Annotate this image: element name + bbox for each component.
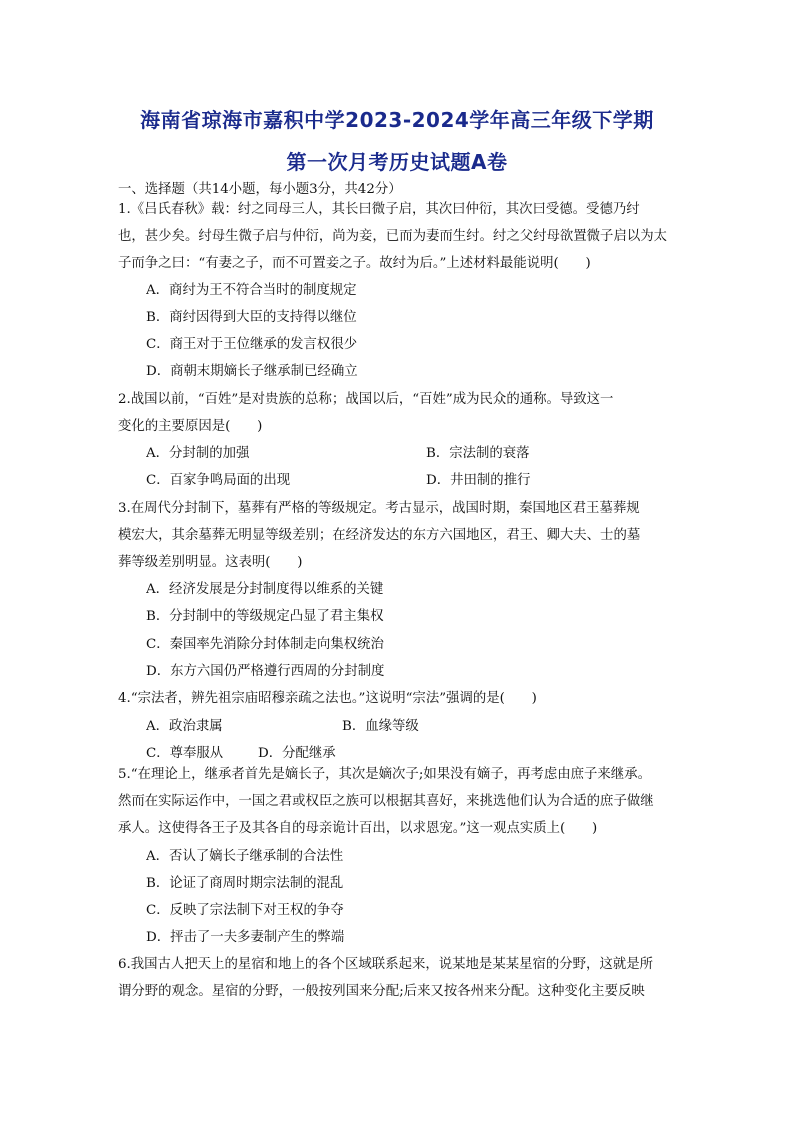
question-6-line-2: 谓分野的观念。星宿的分野，一般按列国来分配;后来又按各州来分配。这种变化主要反映 bbox=[118, 984, 645, 999]
question-5-option-a: A．否认了嫡长子继承制的合法性 bbox=[146, 849, 344, 864]
question-6-line-1: 6.我国古人把天上的星宿和地上的各个区域联系起来，说某地是某某星宿的分野，这就是所 bbox=[118, 957, 654, 972]
question-3-option-b: B．分封制中的等级规定凸显了君主集权 bbox=[146, 609, 384, 624]
question-1-option-a: A．商纣为王不符合当时的制度规定 bbox=[146, 283, 357, 298]
question-3-option-d: D．东方六国仍严格遵行西周的分封制度 bbox=[146, 664, 385, 679]
question-1-option-b: B．商纣因得到大臣的支持得以继位 bbox=[146, 310, 357, 325]
question-5-line-2: 然而在实际运作中，一国之君或权臣之族可以根据其喜好，来挑选他们认为合适的庶子做继 bbox=[118, 794, 654, 809]
question-2-line-2: 变化的主要原因是( ) bbox=[118, 419, 263, 434]
question-3-line-2: 模宏大，其余墓葬无明显等级差别；在经济发达的东方六国地区，君王、卿大夫、士的墓 bbox=[118, 528, 641, 543]
question-3-option-c: C．秦国率先消除分封体制走向集权统治 bbox=[146, 637, 384, 652]
question-3-line-1: 3.在周代分封制下，墓葬有严格的等级规定。考古显示，战国时期，秦国地区君王墓葬规 bbox=[118, 501, 640, 516]
question-5-line-1: 5.“在理论上，继承者首先是嫡长子，其次是嫡次子;如果没有嫡子，再考虑由庶子来继承。 bbox=[118, 767, 651, 782]
question-2-option-c: C．百家争鸣局面的出现 bbox=[146, 473, 291, 488]
question-5-option-b: B．论证了商周时期宗法制的混乱 bbox=[146, 876, 344, 891]
question-4-option-d: D．分配继承 bbox=[258, 746, 336, 761]
question-5-line-3: 承人。这使得各王子及其各自的母亲诡计百出，以求恩宠。”这一观点实质上( ) bbox=[118, 821, 598, 836]
exam-title-line2: 第一次月考历史试题A卷 bbox=[286, 150, 508, 174]
question-3-option-a: A．经济发展是分封制度得以维系的关键 bbox=[146, 582, 384, 597]
section-heading: 一、选择题（共14小题，每小题3分，共42分） bbox=[118, 182, 402, 197]
question-2-option-a: A．分封制的加强 bbox=[146, 446, 250, 461]
question-2-line-1: 2.战国以前，“百姓”是对贵族的总称；战国以后，“百姓”成为民众的通称。导致这一 bbox=[118, 392, 614, 407]
question-1-line-1: 1.《吕氏春秋》载：纣之同母三人，其长曰微子启，其次曰仲衍，其次曰受德。受德乃纣 bbox=[118, 202, 640, 217]
question-1-line-2: 也，甚少矣。纣母生微子启与仲衍，尚为妾，已而为妻而生纣。纣之父纣母欲置微子启以为太 bbox=[118, 229, 668, 244]
question-3-line-3: 葬等级差别明显。这表明( ) bbox=[118, 555, 303, 570]
question-4-option-b: B．血缘等级 bbox=[342, 719, 419, 734]
exam-title-line1: 海南省琼海市嘉积中学2023-2024学年高三年级下学期 bbox=[140, 108, 654, 132]
question-2-option-b: B．宗法制的衰落 bbox=[426, 446, 530, 461]
question-1-option-c: C．商王对于王位继承的发言权很少 bbox=[146, 337, 358, 352]
question-4-option-a: A．政治隶属 bbox=[146, 719, 223, 734]
question-1-line-3: 子而争之曰：“有妻之子，而不可置妾之子。故纣为后。”上述材料最能说明( ) bbox=[118, 256, 591, 271]
question-1-option-d: D．商朝末期嫡长子继承制已经确立 bbox=[146, 364, 358, 379]
question-4-option-c: C．尊奉服从 bbox=[146, 746, 224, 761]
question-5-option-d: D．抨击了一夫多妻制产生的弊端 bbox=[146, 930, 345, 945]
question-2-option-d: D．井田制的推行 bbox=[426, 473, 531, 488]
question-4-line-1: 4.“宗法者，辨先祖宗庙昭穆亲疏之法也。”这说明“宗法”强调的是( ) bbox=[118, 691, 537, 706]
question-5-option-c: C．反映了宗法制下对王权的争夺 bbox=[146, 903, 344, 918]
